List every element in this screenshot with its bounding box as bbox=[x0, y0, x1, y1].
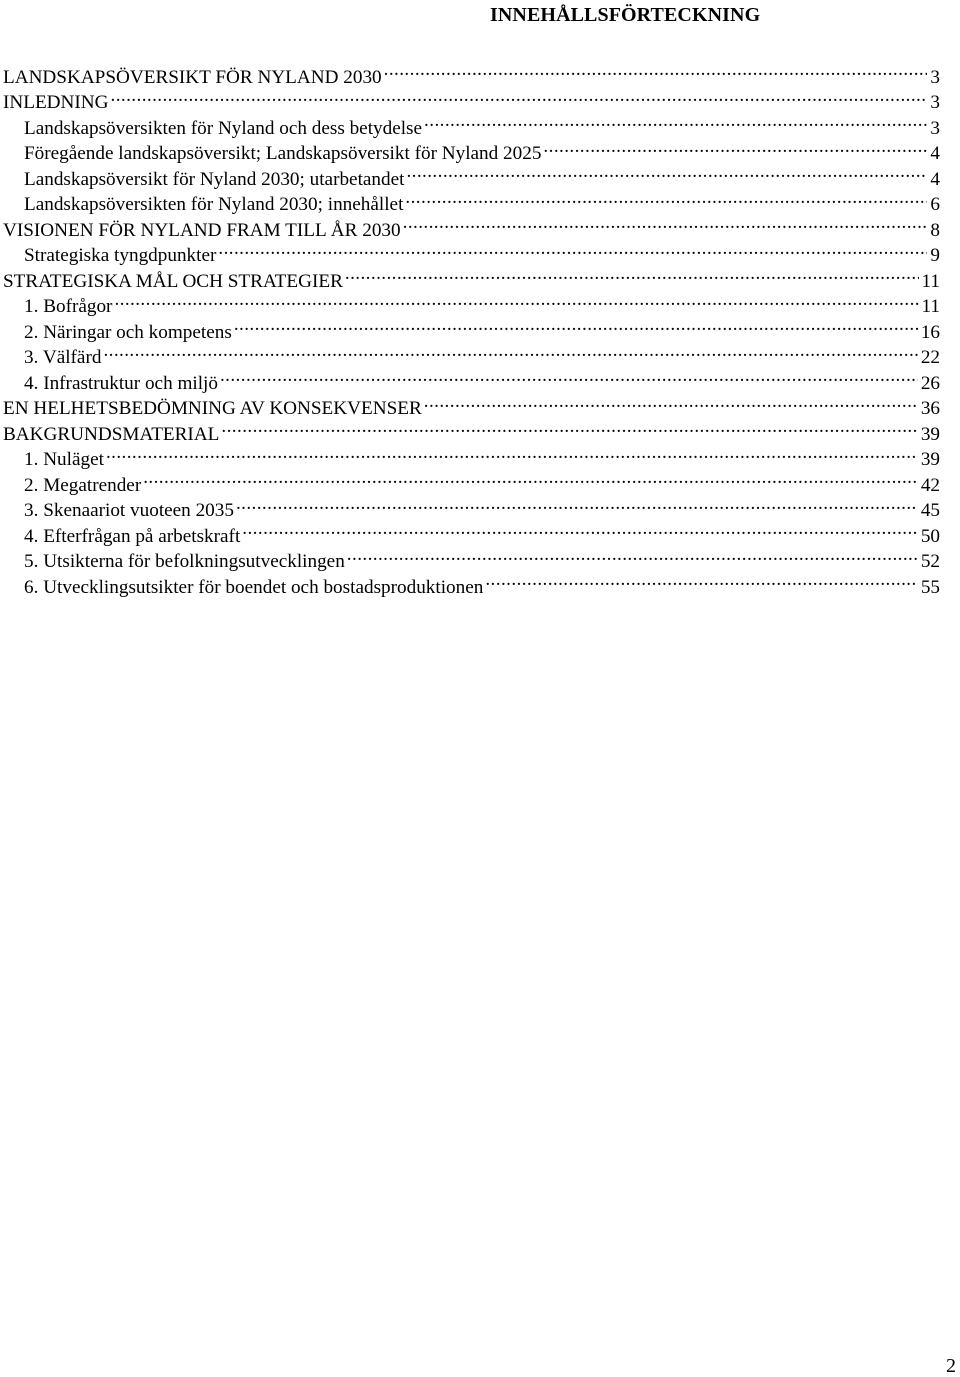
toc-entry-label: STRATEGISKA MÅL OCH STRATEGIER bbox=[3, 270, 343, 292]
toc-dot-leader bbox=[406, 159, 927, 185]
toc-entry-label: VISIONEN FÖR NYLAND FRAM TILL ÅR 2030 bbox=[3, 219, 401, 241]
toc-dot-leader bbox=[347, 542, 918, 568]
toc-entry[interactable] bbox=[0, 83, 940, 113]
toc-entry[interactable] bbox=[0, 57, 940, 88]
document-title: INNEHÅLLSFÖRTECKNING bbox=[490, 4, 761, 26]
toc-entry-page: 45 bbox=[920, 500, 940, 521]
toc-entry-page: 55 bbox=[920, 576, 940, 598]
toc-entry-page: 42 bbox=[920, 474, 940, 496]
toc-dot-leader bbox=[384, 57, 928, 83]
toc-entry-page: 39 bbox=[920, 449, 940, 470]
toc-dot-leader bbox=[424, 108, 927, 134]
toc-dot-leader bbox=[218, 236, 927, 262]
toc-entry-label: 5. Utsikterna för befolkningsutvecklingen bbox=[24, 551, 345, 572]
toc-entry-page: 3 bbox=[930, 92, 940, 113]
toc-dot-leader bbox=[143, 465, 918, 491]
toc-dot-leader bbox=[424, 389, 918, 415]
toc-entry-label: 4. Efterfrågan på arbetskraft bbox=[24, 525, 241, 547]
toc-entry[interactable] bbox=[0, 312, 940, 343]
toc-entry-page: 3 bbox=[930, 117, 940, 139]
toc-entry-label: EN HELHETSBEDÖMNING AV KONSEKVENSER bbox=[3, 398, 422, 419]
toc-entry-label: INLEDNING bbox=[3, 92, 109, 113]
toc-dot-leader bbox=[543, 134, 927, 160]
toc-entry-page: 22 bbox=[920, 347, 940, 368]
toc-entry-label: 6. Utvecklingsutsikter för boendet och bostadsproduktionen bbox=[24, 576, 484, 598]
toc-entry-page: 36 bbox=[920, 398, 940, 419]
toc-entry-page: 26 bbox=[920, 372, 940, 394]
toc-entry-label: LANDSKAPSÖVERSIKT FÖR NYLAND 2030 bbox=[3, 66, 382, 88]
toc-entry-label: 3. Välfärd bbox=[24, 347, 102, 368]
toc-entry-page: 39 bbox=[920, 423, 940, 445]
toc-entry-page: 6 bbox=[930, 194, 940, 215]
page-number: 2 bbox=[946, 1355, 956, 1377]
toc-entry[interactable] bbox=[0, 465, 940, 496]
toc-dot-leader bbox=[103, 338, 917, 364]
toc-entry-label: Föregående landskapsöversikt; Landskapsöversikt för Nyland 2025 bbox=[24, 143, 542, 164]
toc-entry[interactable] bbox=[0, 440, 940, 470]
toc-dot-leader bbox=[221, 414, 917, 440]
toc-entry-label: 1. Nuläget bbox=[24, 449, 104, 470]
toc-entry-page: 50 bbox=[920, 525, 940, 547]
toc-dot-leader bbox=[403, 210, 928, 236]
toc-entry[interactable] bbox=[0, 338, 940, 368]
toc-dot-leader bbox=[242, 516, 918, 542]
toc-dot-leader bbox=[106, 440, 918, 466]
toc-entry-page: 16 bbox=[920, 321, 940, 343]
toc-dot-leader bbox=[405, 185, 927, 211]
toc-entry-label: 1. Bofrågor bbox=[24, 296, 113, 317]
toc-dot-leader bbox=[114, 287, 918, 313]
toc-dot-leader bbox=[485, 567, 917, 593]
toc-entry-label: Strategiska tyngdpunkter bbox=[24, 245, 217, 266]
toc-entry-label: Landskapsöversikten för Nyland och dess betydelse bbox=[24, 117, 423, 139]
table-of-contents bbox=[0, 57, 940, 598]
toc-entry-label: 2. Näringar och kompetens bbox=[24, 321, 232, 343]
toc-entry-page: 3 bbox=[930, 66, 940, 88]
toc-entry-page: 11 bbox=[921, 270, 940, 292]
toc-entry[interactable] bbox=[0, 363, 940, 394]
toc-entry-page: 4 bbox=[930, 168, 940, 190]
toc-entry[interactable] bbox=[0, 287, 940, 317]
toc-entry-page: 11 bbox=[921, 296, 940, 317]
toc-entry-label: 2. Megatrender bbox=[24, 474, 142, 496]
toc-entry-page: 4 bbox=[930, 143, 940, 164]
toc-entry-label: 3. Skenaariot vuoteen 2035 bbox=[24, 500, 234, 521]
toc-entry-page: 52 bbox=[920, 551, 940, 572]
toc-dot-leader bbox=[236, 491, 918, 517]
toc-entry-label: BAKGRUNDSMATERIAL bbox=[3, 423, 220, 445]
toc-entry[interactable] bbox=[0, 108, 940, 139]
toc-dot-leader bbox=[220, 363, 918, 389]
toc-entry-label: 4. Infrastruktur och miljö bbox=[24, 372, 218, 394]
toc-entry-page: 8 bbox=[930, 219, 940, 241]
toc-dot-leader bbox=[234, 312, 918, 338]
toc-dot-leader bbox=[345, 261, 919, 287]
toc-entry-label: Landskapsöversikt för Nyland 2030; utarbetandet bbox=[24, 168, 405, 190]
toc-entry-page: 9 bbox=[930, 245, 940, 266]
toc-dot-leader bbox=[111, 83, 928, 109]
toc-entry-label: Landskapsöversikten för Nyland 2030; innehållet bbox=[24, 194, 404, 215]
